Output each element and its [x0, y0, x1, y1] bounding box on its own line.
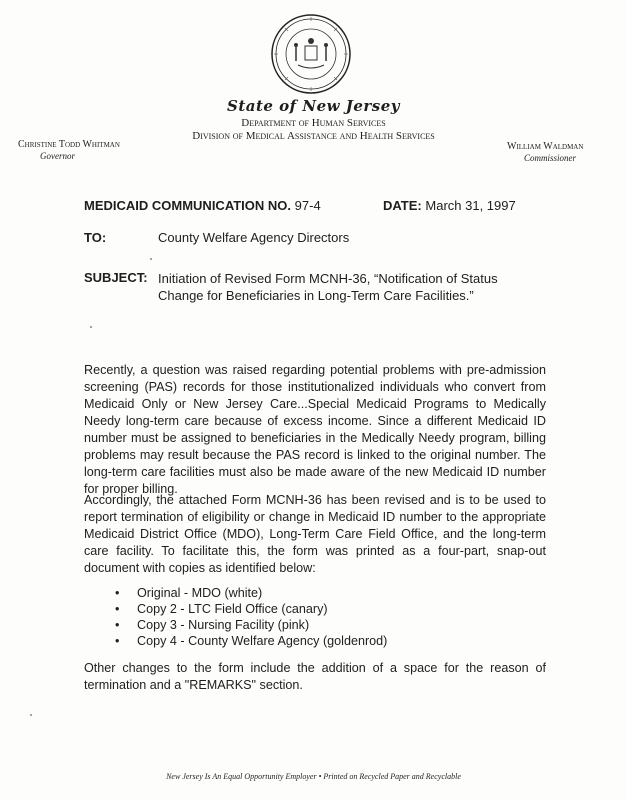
date-value: March 31, 1997 — [425, 198, 516, 213]
commissioner-name: William Waldman — [507, 141, 584, 152]
to-label: TO: — [84, 230, 107, 245]
to-value: County Welfare Agency Directors — [158, 230, 350, 245]
date-line — [383, 198, 516, 213]
state-seal-icon — [270, 13, 352, 95]
list-item: • Copy 3 - Nursing Facility (pink) — [115, 617, 387, 633]
list-item: • Copy 2 - LTC Field Office (canary) — [115, 601, 387, 617]
body-paragraph-3: Other changes to the form include the addition of a space for the reason of termination and a "REMARKS" section. — [84, 661, 546, 692]
governor-title: Governor — [40, 151, 75, 161]
governor-name: Christine Todd Whitman — [18, 139, 120, 150]
department-name: Department of Human Services — [241, 117, 386, 129]
subject-label: SUBJECT: — [84, 270, 148, 285]
communication-label: MEDICAID COMMUNICATION NO. — [84, 198, 292, 213]
date-label: DATE: — [383, 198, 422, 213]
list-item: • Copy 4 - County Welfare Agency (goldenrod) — [115, 633, 387, 649]
subject-value: Initiation of Revised Form MCNH-36, “Notification of Status Change for Beneficiaries in Long-Term Care Facilities.” — [158, 271, 498, 303]
commissioner-title: Commissioner — [524, 153, 577, 163]
communication-line — [84, 198, 321, 213]
communication-number: 97-4 — [294, 198, 321, 213]
scan-speck — [90, 326, 92, 328]
list-item: • Original - MDO (white) — [115, 585, 387, 601]
state-title: State of New Jersey — [227, 97, 400, 115]
scan-speck — [30, 714, 32, 716]
division-name: Division of Medical Assistance and Health Services — [192, 130, 435, 142]
footer-text: New Jersey Is An Equal Opportunity Employer • Printed on Recycled Paper and Recyclable — [166, 772, 461, 781]
body-paragraph-2: Accordingly, the attached Form MCNH-36 has been revised and is to be used to report termination of eligibility or change in Medicaid ID number to the appropriate Medicaid District Office (MDO), Long-Term Care Field Office, and the long-term care facility. To facilitate this, the form was printed as a four-part, snap-out document with copies as identified below: — [84, 493, 546, 575]
body-paragraph-1: Recently, a question was raised regarding potential problems with pre-admission screening (PAS) records for those institutionalized individuals who convert from Medicaid Only or New Jersey Care...Special Medicaid Programs to Medically Needy long-term care because of excess income. Since a different Medicaid ID number must be assigned to beneficiaries in the Medically Needy program, billing problems may result because the PAS record is linked to the original number. The long-term care facilities must also be made aware of the new Medicaid ID number for proper billing. — [84, 363, 546, 496]
scan-speck — [150, 258, 152, 260]
copies-list — [115, 585, 387, 649]
